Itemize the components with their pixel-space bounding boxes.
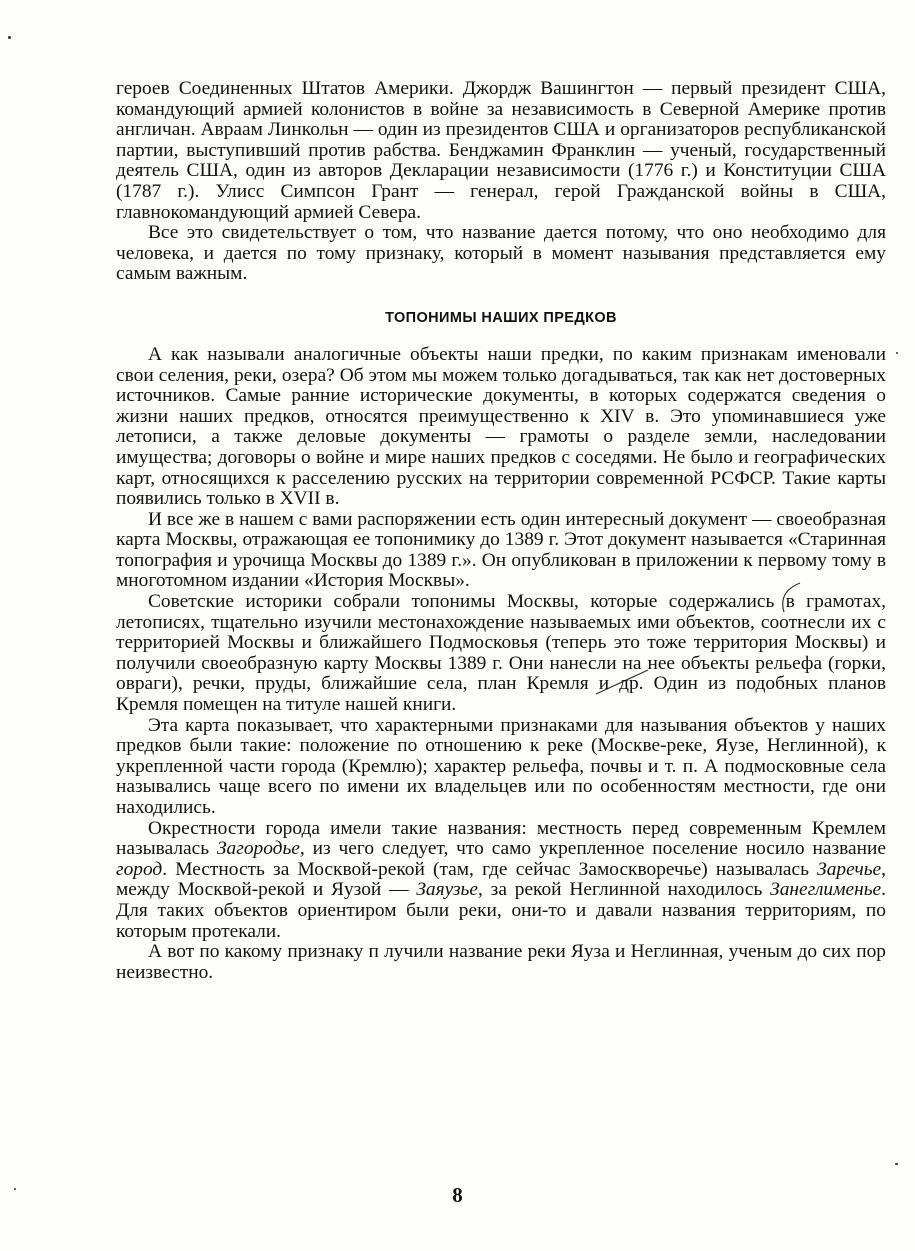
page-number: 8	[452, 1183, 463, 1207]
paragraph-rivers-unknown: А вот по какому признаку п лучили название реки Яуза и Неглинная, ученым до сих пор неизвестно.	[116, 941, 886, 983]
paragraph-heroes: героев Соединенных Штатов Америки. Джордж Вашингтон — первый президент США, командующий армией колонистов в войне за независимость в Северной Америке против англичан. Авраам Линкольн — один из президентов США и организаторов республиканской партии, выступивший против рабства. Бенджамин Франклин — ученый, государственный деятель США, один из авторов Декларации независимости (1776 г.) и Конституции США (1787 г.). Улисс Симпсон Грант — генерал, герой Гражданской войны в США, главнокомандующий армией Севера.	[116, 78, 886, 223]
paragraph-naming-features: Эта карта показывает, что характерными признаками для называния объектов у наших предков были такие: положение по отношению к реке (Москве-реке, Яузе, Неглинной), к укрепленной части города (Кремлю); характер рельефа, почвы и т. п. А подмосковные села назывались чаще всего по имени их владельцев или по особенностям местности, где они находились.	[116, 714, 886, 818]
paragraph-ancestors-names: А как называли аналогичные объекты наши предки, по каким признакам именовали свои селения, реки, озера? Об этом мы можем только догадываться, так как нет достоверных источников. Самые ранние исторические документы, в которых содержатся сведения о жизни наших предков, относятся преимущественно к XIV в. Это упоминавшиеся уже летописи, а также деловые документы — грамоты о разделе земли, наследовании имущества; договоры о войне и мире наших предков с соседями. Не было и географических карт, относящихся к расселению русских на территории современной РСФСР. Такие карты появились только в XVII в.	[116, 343, 886, 510]
outskirts-text-3: . Местность за Москвой-рекой (там, где сейчас Замоскворечье) называлась	[162, 858, 818, 880]
paragraph-naming-principle: Все это свидетельствует о том, что название дается потому, что оно необходимо для человека, и дается по тому признаку, который в момент называния представляется ему самым важным.	[116, 222, 886, 285]
scan-speck	[8, 36, 11, 39]
term-zaneglimenye: Занеглименье	[770, 879, 882, 901]
outskirts-text-2: , из чего следует, что само укрепленное поселение носило название	[299, 838, 886, 860]
outskirts-text-5: , за рекой Неглинной находилось	[477, 879, 771, 901]
term-zagorodye: Загородье	[216, 838, 300, 860]
scan-speck	[896, 352, 898, 354]
outskirts-text-6: . Для таких объектов ориентиром были реки, они-то и давали названия территориям, по которым протекали.	[116, 879, 887, 942]
paragraph-outskirts	[116, 819, 886, 943]
term-zayauzye: Заяузье	[416, 879, 478, 901]
paragraph-moscow-map-document: И все же в нашем с вами распоряжении есть один интересный документ — своеобразная карта Москвы, отражающая ее топонимику до 1389 г. Этот документ называется «Старинная топография и урочища Москвы до 1389 г.». Он опубликован в приложении к первому тому в многотомном издании «История Москвы».	[116, 508, 886, 592]
outskirts-text-4: , между Москвой-рекой и Яузой —	[116, 858, 886, 901]
term-zarechye: Заречье	[817, 858, 882, 880]
outskirts-text-1: Окрестности города имели такие названия: местность перед современным Кремлем называлась	[116, 817, 886, 860]
scan-speck	[895, 1163, 898, 1165]
term-gorod: город	[116, 858, 163, 880]
paragraph-soviet-historians: Советские историки собрали топонимы Москвы, которые содержались в грамотах, летописях, тщательно изучили местонахождение называемых ими объектов, соотнесли их с территорией Москвы и ближайшего Подмосковья (теперь это тоже территория Москвы) и получили своеобразную карту Москвы 1389 г. Они нанесли на нее объекты рельефа (горки, овраги), речки, пруды, ближайшие села, план Кремля и др. Один из подобных планов Кремля помещен на титуле нашей книги.	[116, 591, 886, 716]
text-column	[116, 79, 886, 983]
section-heading: ТОПОНИМЫ НАШИХ ПРЕДКОВ	[385, 309, 617, 326]
